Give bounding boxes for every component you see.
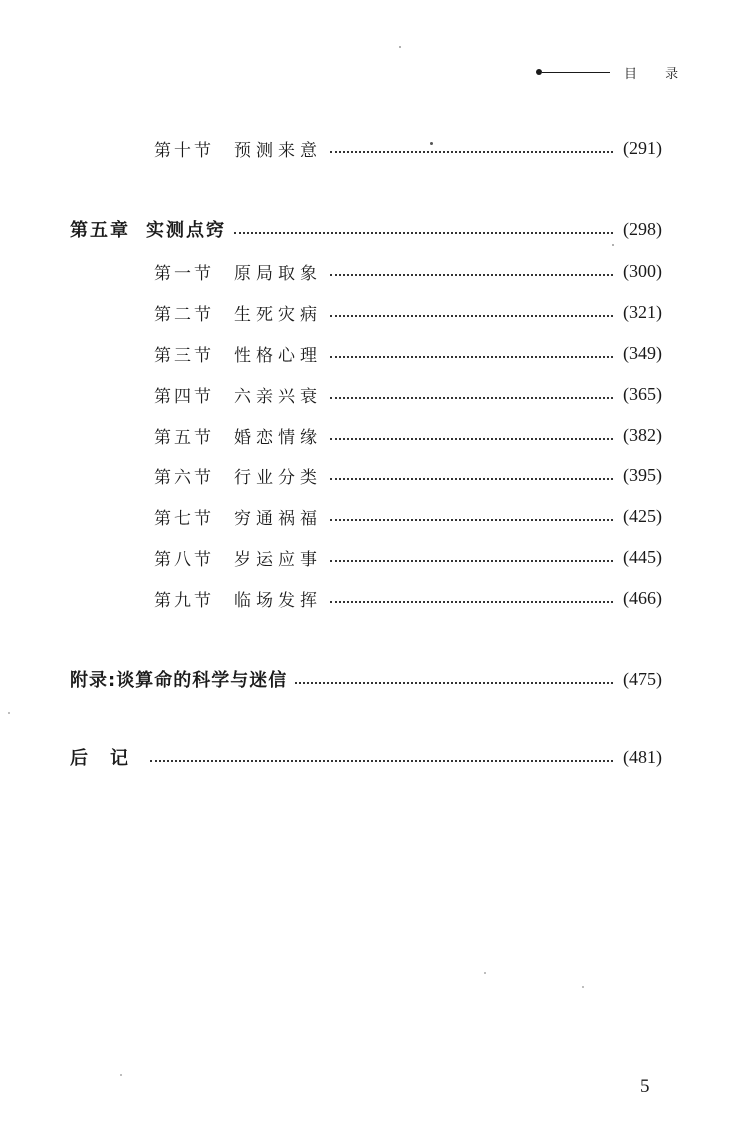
toc-entry-section[interactable] bbox=[0, 133, 740, 163]
section-title: 临场发挥 bbox=[234, 590, 322, 611]
page-number: (291) bbox=[623, 137, 662, 158]
section-number: 第七节 bbox=[154, 508, 214, 529]
dot-leader bbox=[330, 396, 613, 399]
toc-entry-section[interactable] bbox=[0, 583, 740, 613]
page-folio: 5 bbox=[640, 1076, 650, 1097]
header-title: 目 录 bbox=[624, 66, 691, 82]
toc-entry-afterword[interactable] bbox=[0, 742, 740, 772]
chapter-title: 实测点窍 bbox=[146, 220, 226, 241]
scan-speck bbox=[430, 142, 433, 145]
page-number: (481) bbox=[623, 746, 662, 767]
section-number: 第八节 bbox=[154, 549, 214, 570]
page-number: (298) bbox=[623, 218, 662, 239]
entry-label bbox=[154, 259, 322, 284]
page-number: (466) bbox=[623, 587, 662, 608]
entry-label bbox=[154, 423, 322, 448]
toc-entry-section[interactable] bbox=[0, 501, 740, 531]
toc-entry-section[interactable] bbox=[0, 420, 740, 450]
toc-entry-section[interactable] bbox=[0, 297, 740, 327]
page-number: (445) bbox=[623, 546, 662, 567]
dot-leader bbox=[295, 681, 613, 684]
page-number: (321) bbox=[623, 301, 662, 322]
section-title: 穷通祸福 bbox=[234, 508, 322, 529]
section-number: 第六节 bbox=[154, 467, 214, 488]
dot-leader bbox=[330, 437, 613, 440]
dot-leader bbox=[330, 355, 613, 358]
section-title: 岁运应事 bbox=[234, 549, 322, 570]
entry-label bbox=[154, 463, 322, 488]
dot-leader bbox=[330, 518, 613, 521]
dot-leader bbox=[150, 759, 613, 762]
dot-leader bbox=[330, 150, 613, 153]
dot-leader bbox=[330, 600, 613, 603]
scan-speck bbox=[484, 972, 486, 974]
scan-speck bbox=[399, 46, 401, 48]
chapter-number: 第五章 bbox=[70, 220, 130, 241]
entry-label bbox=[154, 545, 322, 570]
section-title: 六亲兴衰 bbox=[234, 386, 322, 407]
page-number: (395) bbox=[623, 464, 662, 485]
entry-label bbox=[154, 136, 322, 161]
dot-leader bbox=[330, 559, 613, 562]
scan-speck bbox=[582, 986, 584, 988]
page-number: (475) bbox=[623, 668, 662, 689]
page-number: (300) bbox=[623, 260, 662, 281]
afterword-title: 后记 bbox=[70, 748, 150, 769]
section-title: 生死灾病 bbox=[234, 304, 322, 325]
dot-leader bbox=[234, 231, 613, 234]
section-number: 第二节 bbox=[154, 304, 214, 325]
entry-label bbox=[154, 341, 322, 366]
section-title: 原局取象 bbox=[234, 263, 322, 284]
entry-label bbox=[154, 586, 322, 611]
scan-speck bbox=[120, 1074, 122, 1076]
dot-leader bbox=[330, 477, 613, 480]
dot-leader bbox=[330, 314, 613, 317]
toc-entry-section[interactable] bbox=[0, 460, 740, 490]
scan-speck bbox=[8, 712, 10, 714]
running-header bbox=[536, 62, 691, 82]
header-rule bbox=[542, 72, 610, 73]
section-number: 第九节 bbox=[154, 590, 214, 611]
section-number: 第四节 bbox=[154, 386, 214, 407]
page-number: (349) bbox=[623, 342, 662, 363]
section-number: 第五节 bbox=[154, 427, 214, 448]
toc-entry-section[interactable] bbox=[0, 379, 740, 409]
toc-entry-section[interactable] bbox=[0, 542, 740, 572]
toc-entry-appendix[interactable] bbox=[0, 664, 740, 694]
scan-speck bbox=[612, 244, 614, 246]
section-title: 行业分类 bbox=[234, 467, 322, 488]
section-title: 预测来意 bbox=[234, 140, 322, 161]
entry-label bbox=[70, 216, 226, 242]
section-title: 性格心理 bbox=[234, 345, 322, 366]
appendix-title: 附录:谈算命的科学与迷信 bbox=[70, 670, 288, 691]
page-number: (425) bbox=[623, 505, 662, 526]
entry-label bbox=[154, 504, 322, 529]
entry-label bbox=[154, 382, 322, 407]
section-number: 第十节 bbox=[154, 140, 214, 161]
toc-entry-chapter[interactable] bbox=[0, 214, 740, 244]
entry-label bbox=[154, 300, 322, 325]
page-number: (365) bbox=[623, 383, 662, 404]
section-title: 婚恋情缘 bbox=[234, 427, 322, 448]
section-number: 第三节 bbox=[154, 345, 214, 366]
section-number: 第一节 bbox=[154, 263, 214, 284]
toc-entry-section[interactable] bbox=[0, 256, 740, 286]
dot-leader bbox=[330, 273, 613, 276]
page-number: (382) bbox=[623, 424, 662, 445]
toc-entry-section[interactable] bbox=[0, 338, 740, 368]
